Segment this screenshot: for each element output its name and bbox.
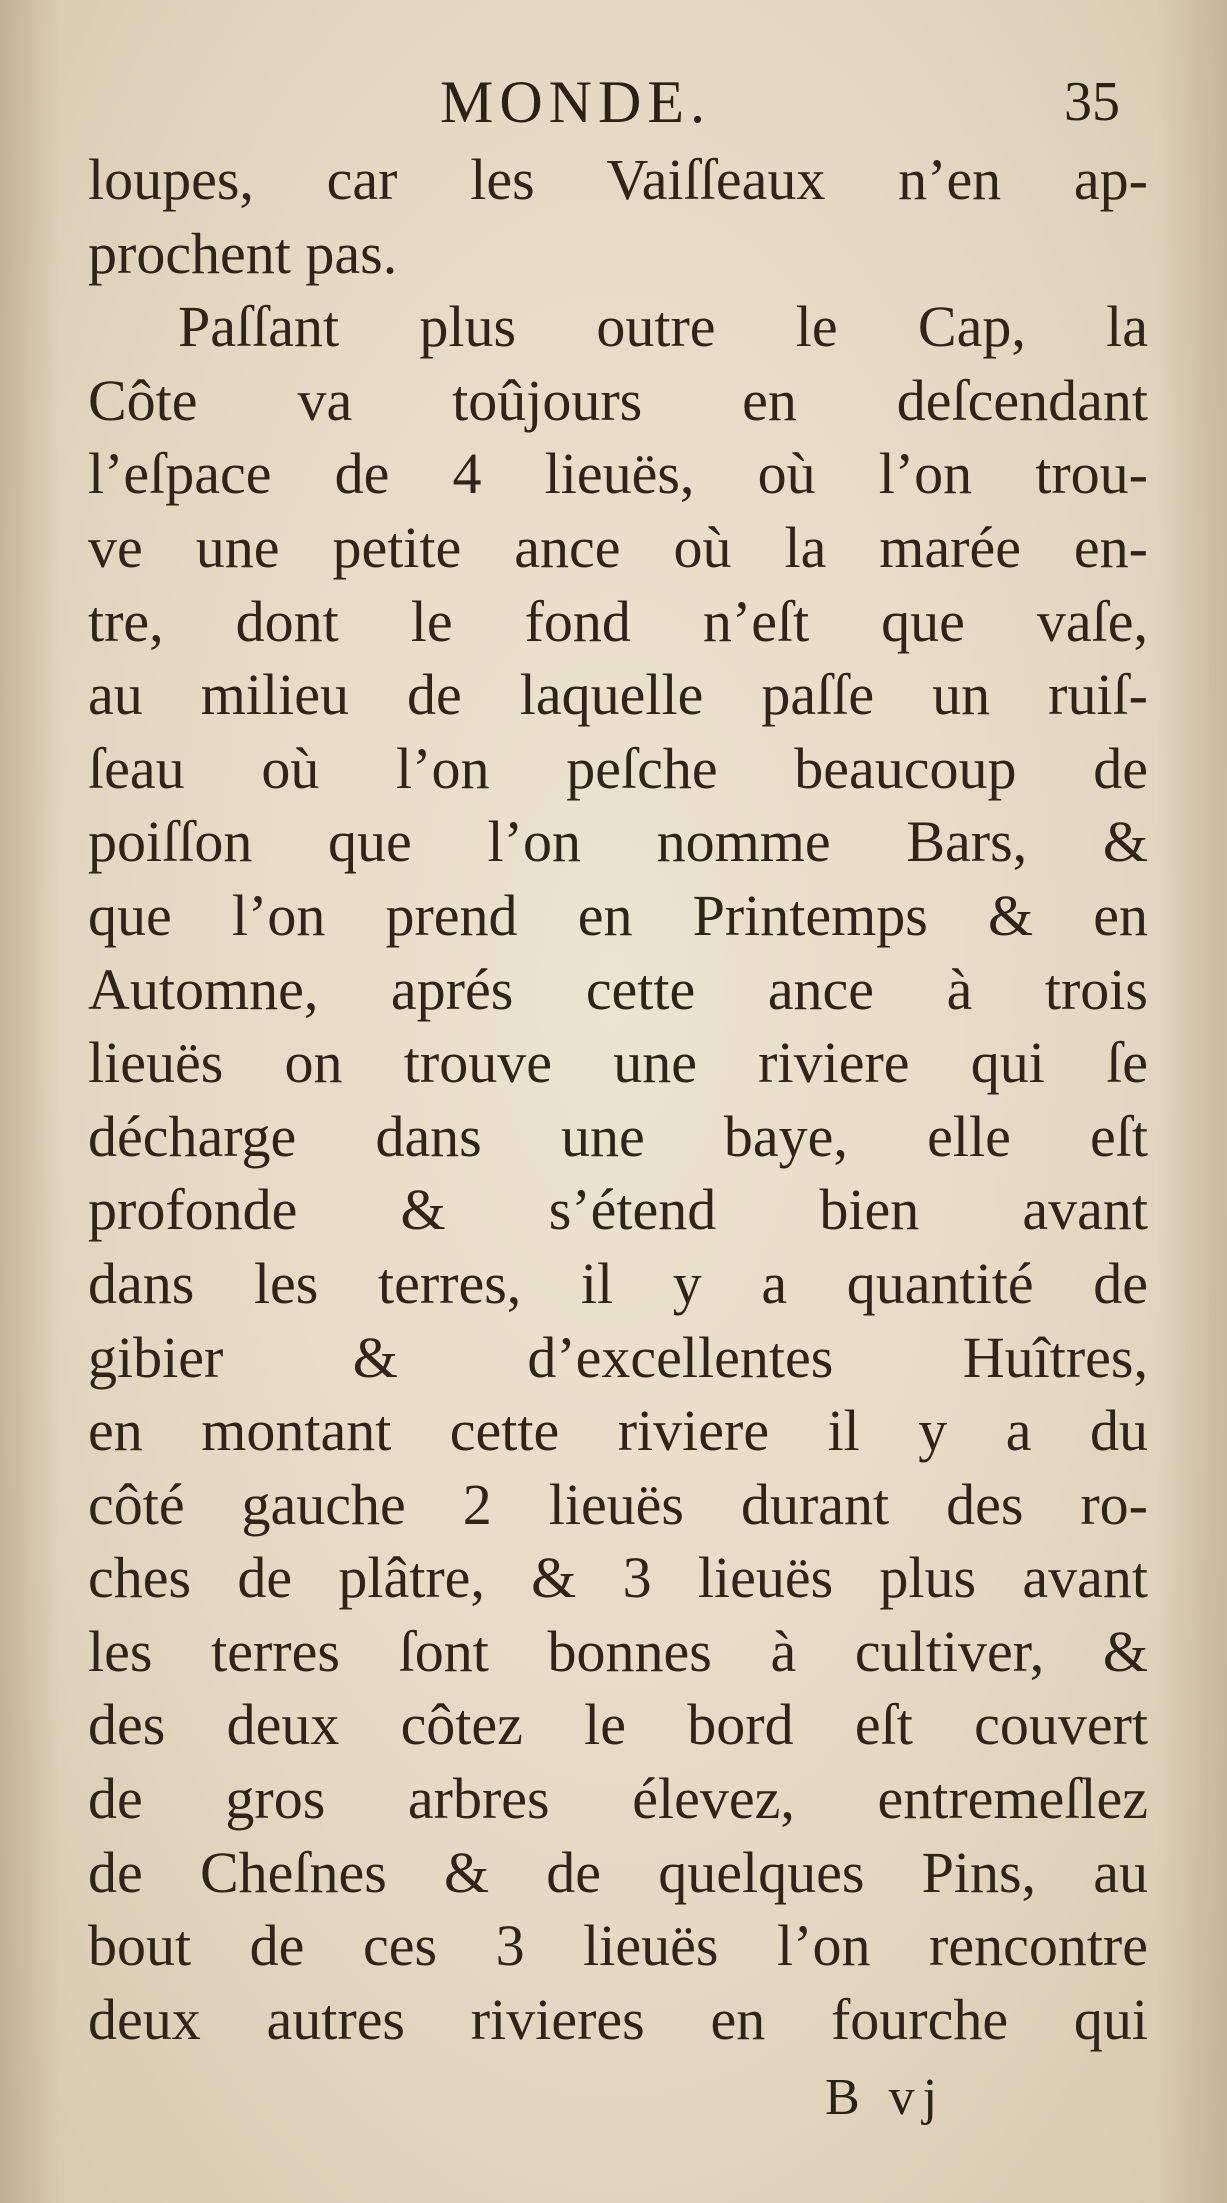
text-line: côté gauche 2 lieuës durant des ro- [88, 1471, 1148, 1537]
text-line: dans les terres, il y a quantité de [88, 1250, 1148, 1316]
body-text [88, 143, 1148, 2056]
running-head [90, 62, 1150, 142]
text-line: Côte va toûjours en deſcendant [88, 367, 1148, 433]
text-line: deux autres rivieres en fourche qui [88, 1986, 1148, 2052]
text-line: de gros arbres élevez, entremeſlez [88, 1766, 1148, 1832]
text-line: tre, dont le fond n’eſt que vaſe, [88, 588, 1148, 654]
text-line: de Cheſnes & de quelques Pins, au [88, 1839, 1148, 1905]
text-line: profonde & s’étend bien avant [88, 1177, 1148, 1243]
text-line: les terres ſont bonnes à cultiver, & [88, 1618, 1148, 1684]
catchword: B vj [825, 2069, 946, 2126]
text-line: lieuës on trouve une riviere qui ſe [88, 1030, 1148, 1096]
text-line: loupes, car les Vaiſſeaux n’en ap- [88, 147, 1148, 212]
text-line: Paſſant plus outre le Cap, la [178, 294, 1148, 360]
text-line: bout de ces 3 lieuës l’on rencontre [88, 1913, 1148, 1979]
text-line: l’eſpace de 4 lieuës, où l’on trou- [88, 441, 1148, 507]
text-line: poiſſon que l’on nomme Bars, & [88, 809, 1148, 875]
text-line: ſeau où l’on peſche beaucoup de [88, 735, 1148, 801]
text-line: au milieu de laquelle paſſe un ruiſ- [88, 662, 1148, 728]
text-line: gibier & d’excellentes Huîtres, [88, 1324, 1148, 1390]
text-line: prochent pas. [88, 220, 398, 286]
text-line: ve une petite ance où la marée en- [88, 514, 1148, 580]
text-line: ches de plâtre, & 3 lieuës plus avant [88, 1545, 1148, 1611]
text-line: que l’on prend en Printemps & en [88, 882, 1148, 948]
page-title: MONDE. [440, 69, 711, 135]
text-line: Automne, aprés cette ance à trois [88, 956, 1148, 1022]
text-line: décharge dans une baye, elle eſt [88, 1103, 1148, 1169]
text-line: en montant cette riviere il y a du [88, 1398, 1148, 1464]
text-line: des deux côtez le bord eſt couvert [88, 1692, 1148, 1758]
page-number: 35 [1064, 71, 1120, 133]
